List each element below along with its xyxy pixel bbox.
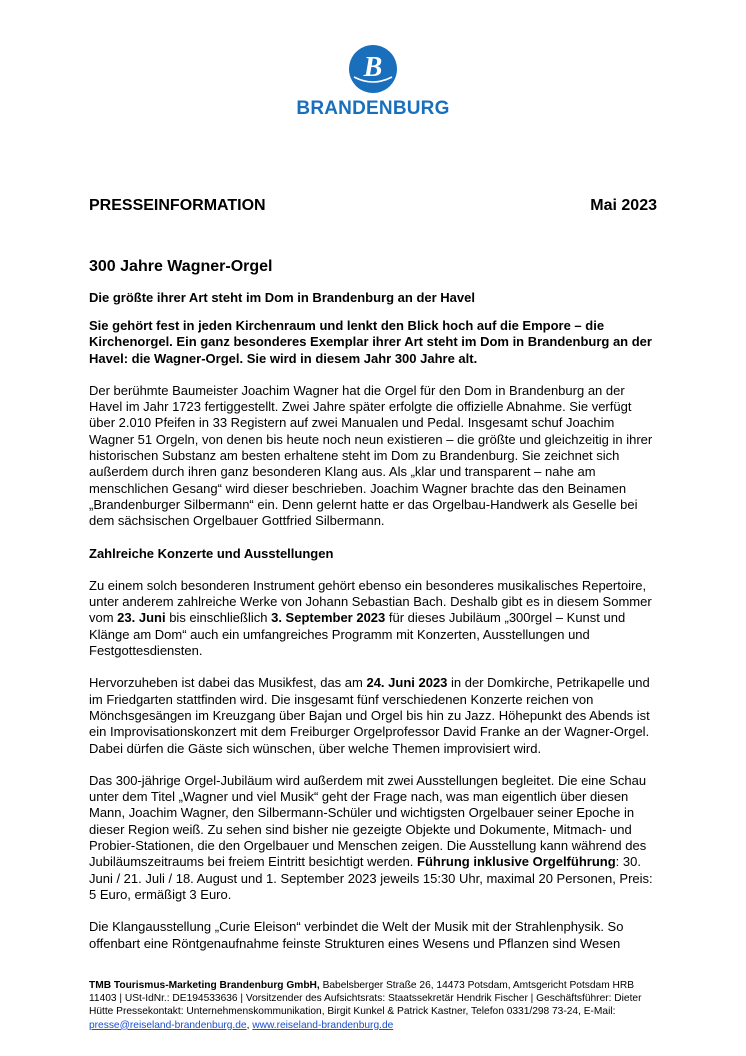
paragraph-program: Zu einem solch besonderen Instrument gehört ebenso ein besonderes musikalisches Repertoire, unter anderem zahlreiche Werke von Johann Sebastian Bach. Deshalb gibt es in diesem Sommer vom 23. Juni bis einschließlich 3. September 2023 für dieses Jubiläum „300rgel – Kunst und Klänge am Dom“ auch ein umfangreiches Programm mit Konzerten, Ausstellungen und Festgottesdiensten.: [89, 577, 652, 659]
logo-wordmark: BRANDENBURG: [296, 98, 450, 119]
lead-paragraph: Sie gehört fest in jeden Kirchenraum und lenkt den Blick hoch auf die Empore – die Kirchenorgel. Ein ganz besonderes Exemplar ihrer Art steht im Dom in Brandenburg an der Havel: die Wagner-Orgel. Sie wird in diesem Jahr 300 Jahre alt.: [89, 318, 652, 366]
footer-details: Babelsberger Straße 26, 14473 Potsdam, Amtsgericht Potsdam HRB 11403 | USt-IdNr.: DE194533636 | Vorsitzender des Aufsichtsrats: Staatssekretär Hendrik Fischer | Geschäftsführer: Dieter Hütte Pressekontakt: Unternehmenskommunikation, Birgit Kunkel & Patrick Kastner, Telefon 0331/298 73-24, E-Mail:: [89, 980, 642, 1018]
press-label: PRESSEINFORMATION: [89, 197, 266, 214]
document-title: 300 Jahre Wagner-Orgel: [89, 258, 273, 275]
brandenburg-logo: [0, 44, 746, 120]
footer-email-link[interactable]: presse@reiseland-brandenburg.de: [89, 1019, 247, 1031]
section-heading: Zahlreiche Konzerte und Ausstellungen: [89, 545, 334, 561]
footer-imprint: TMB Tourismus-Marketing Brandenburg GmbH, Babelsberger Straße 26, 14473 Potsdam, Amtsgericht Potsdam HRB 11403 | USt-IdNr.: DE194533636 | Vorsitzender des Aufsichtsrats: Staatssekretär Hendrik Fischer | Geschäftsführer: Dieter Hütte Pressekontakt: Unternehmenskommunikation, Birgit Kunkel & Patrick Kastner, Telefon 0331/298 73-24, E-Mail: presse@reiseland-brandenburg.de, www.reiseland-brandenburg.de: [89, 980, 642, 1031]
footer-website-link[interactable]: www.reiseland-brandenburg.de: [252, 1019, 394, 1031]
paragraph-history: Der berühmte Baumeister Joachim Wagner hat die Orgel für den Dom in Brandenburg an der Havel im Jahr 1723 fertiggestellt. Zwei Jahre später erfolgte die offizielle Abnahme. Sie verfügt über 2.010 Pfeifen in 33 Registern auf zwei Manualen und Pedal. Insgesamt schuf Joachim Wagner 51 Orgeln, von denen bis heute noch neun existieren – die größte und gleichzeitig in ihrer historischen Substanz am besten erhaltene steht im Dom zu Brandenburg. Sie zeichnet sich außerdem durch ihren ganz besonderen Klang aus. Als „klar und transparent – nahe am menschlichen Gesang“ wird dieser beschrieben. Joachim Wagner brachte das den Beinamen „Brandenburger Silbermann“ ein. Denn gelernt hatte er das Orgelbau-Handwerk als Geselle bei dem sächsischen Orgelbauer Gottfried Silbermann.: [89, 382, 653, 529]
paragraph-exhibitions: Das 300-jährige Orgel-Jubiläum wird außerdem mit zwei Ausstellungen begleitet. Die eine Schau unter dem Titel „Wagner und viel Musik“ geht der Frage nach, was man eigentlich über diesen Mann, Joachim Wagner, den Silbermann-Schüler und wichtigsten Orgelbauer seiner Epoche in dieser Region weiß. Zu sehen sind bisher nie gezeigte Objekte und Dokumente, Mitmach- und Probier-Stationen, die den Orgelbauer und Menschen zeigen. Die Ausstellung kann während des Jubiläumszeitraums bei freiem Eintritt besichtigt werden. Führung inklusive Orgelführung: 30. Juni / 21. Juli / 18. August und 1. September 2023 jeweils 15:30 Uhr, maximal 20 Personen, Preis: 5 Euro, ermäßigt 3 Euro.: [89, 772, 653, 902]
paragraph-musikfest: Hervorzuheben ist dabei das Musikfest, das am 24. Juni 2023 in der Domkirche, Petrikapelle und im Friedgarten stattfinden wird. Die insgesamt fünf verschiedenen Konzerte reichen von Mönchsgesängen im Kreuzgang über Bajan und Orgel bis hin zu Jazz. Höhepunkt des Abends ist ein Improvisationskonzert mit dem Freiburger Orgelprofessor David Franke an der Wagner-Orgel. Dabei dürfen die Gäste sich wünschen, über welche Themen improvisiert wird.: [89, 675, 650, 756]
logo-monogram: B: [363, 52, 383, 83]
press-header: [89, 197, 657, 215]
brandenburg-emblem-icon: [348, 44, 398, 94]
press-date: Mai 2023: [590, 197, 657, 214]
article-body: [89, 318, 657, 968]
paragraph-klangausstellung: Die Klangausstellung „Curie Eleison“ verbindet die Welt der Musik mit der Strahlenphysik. So offenbart eine Röntgenaufnahme feinste Strukturen eines Wesens und Pflanzen sind Wesen: [89, 919, 624, 951]
document-subtitle: Die größte ihrer Art steht im Dom in Brandenburg an der Havel: [89, 290, 475, 305]
footer-company: TMB Tourismus-Marketing Brandenburg GmbH,: [89, 980, 320, 991]
